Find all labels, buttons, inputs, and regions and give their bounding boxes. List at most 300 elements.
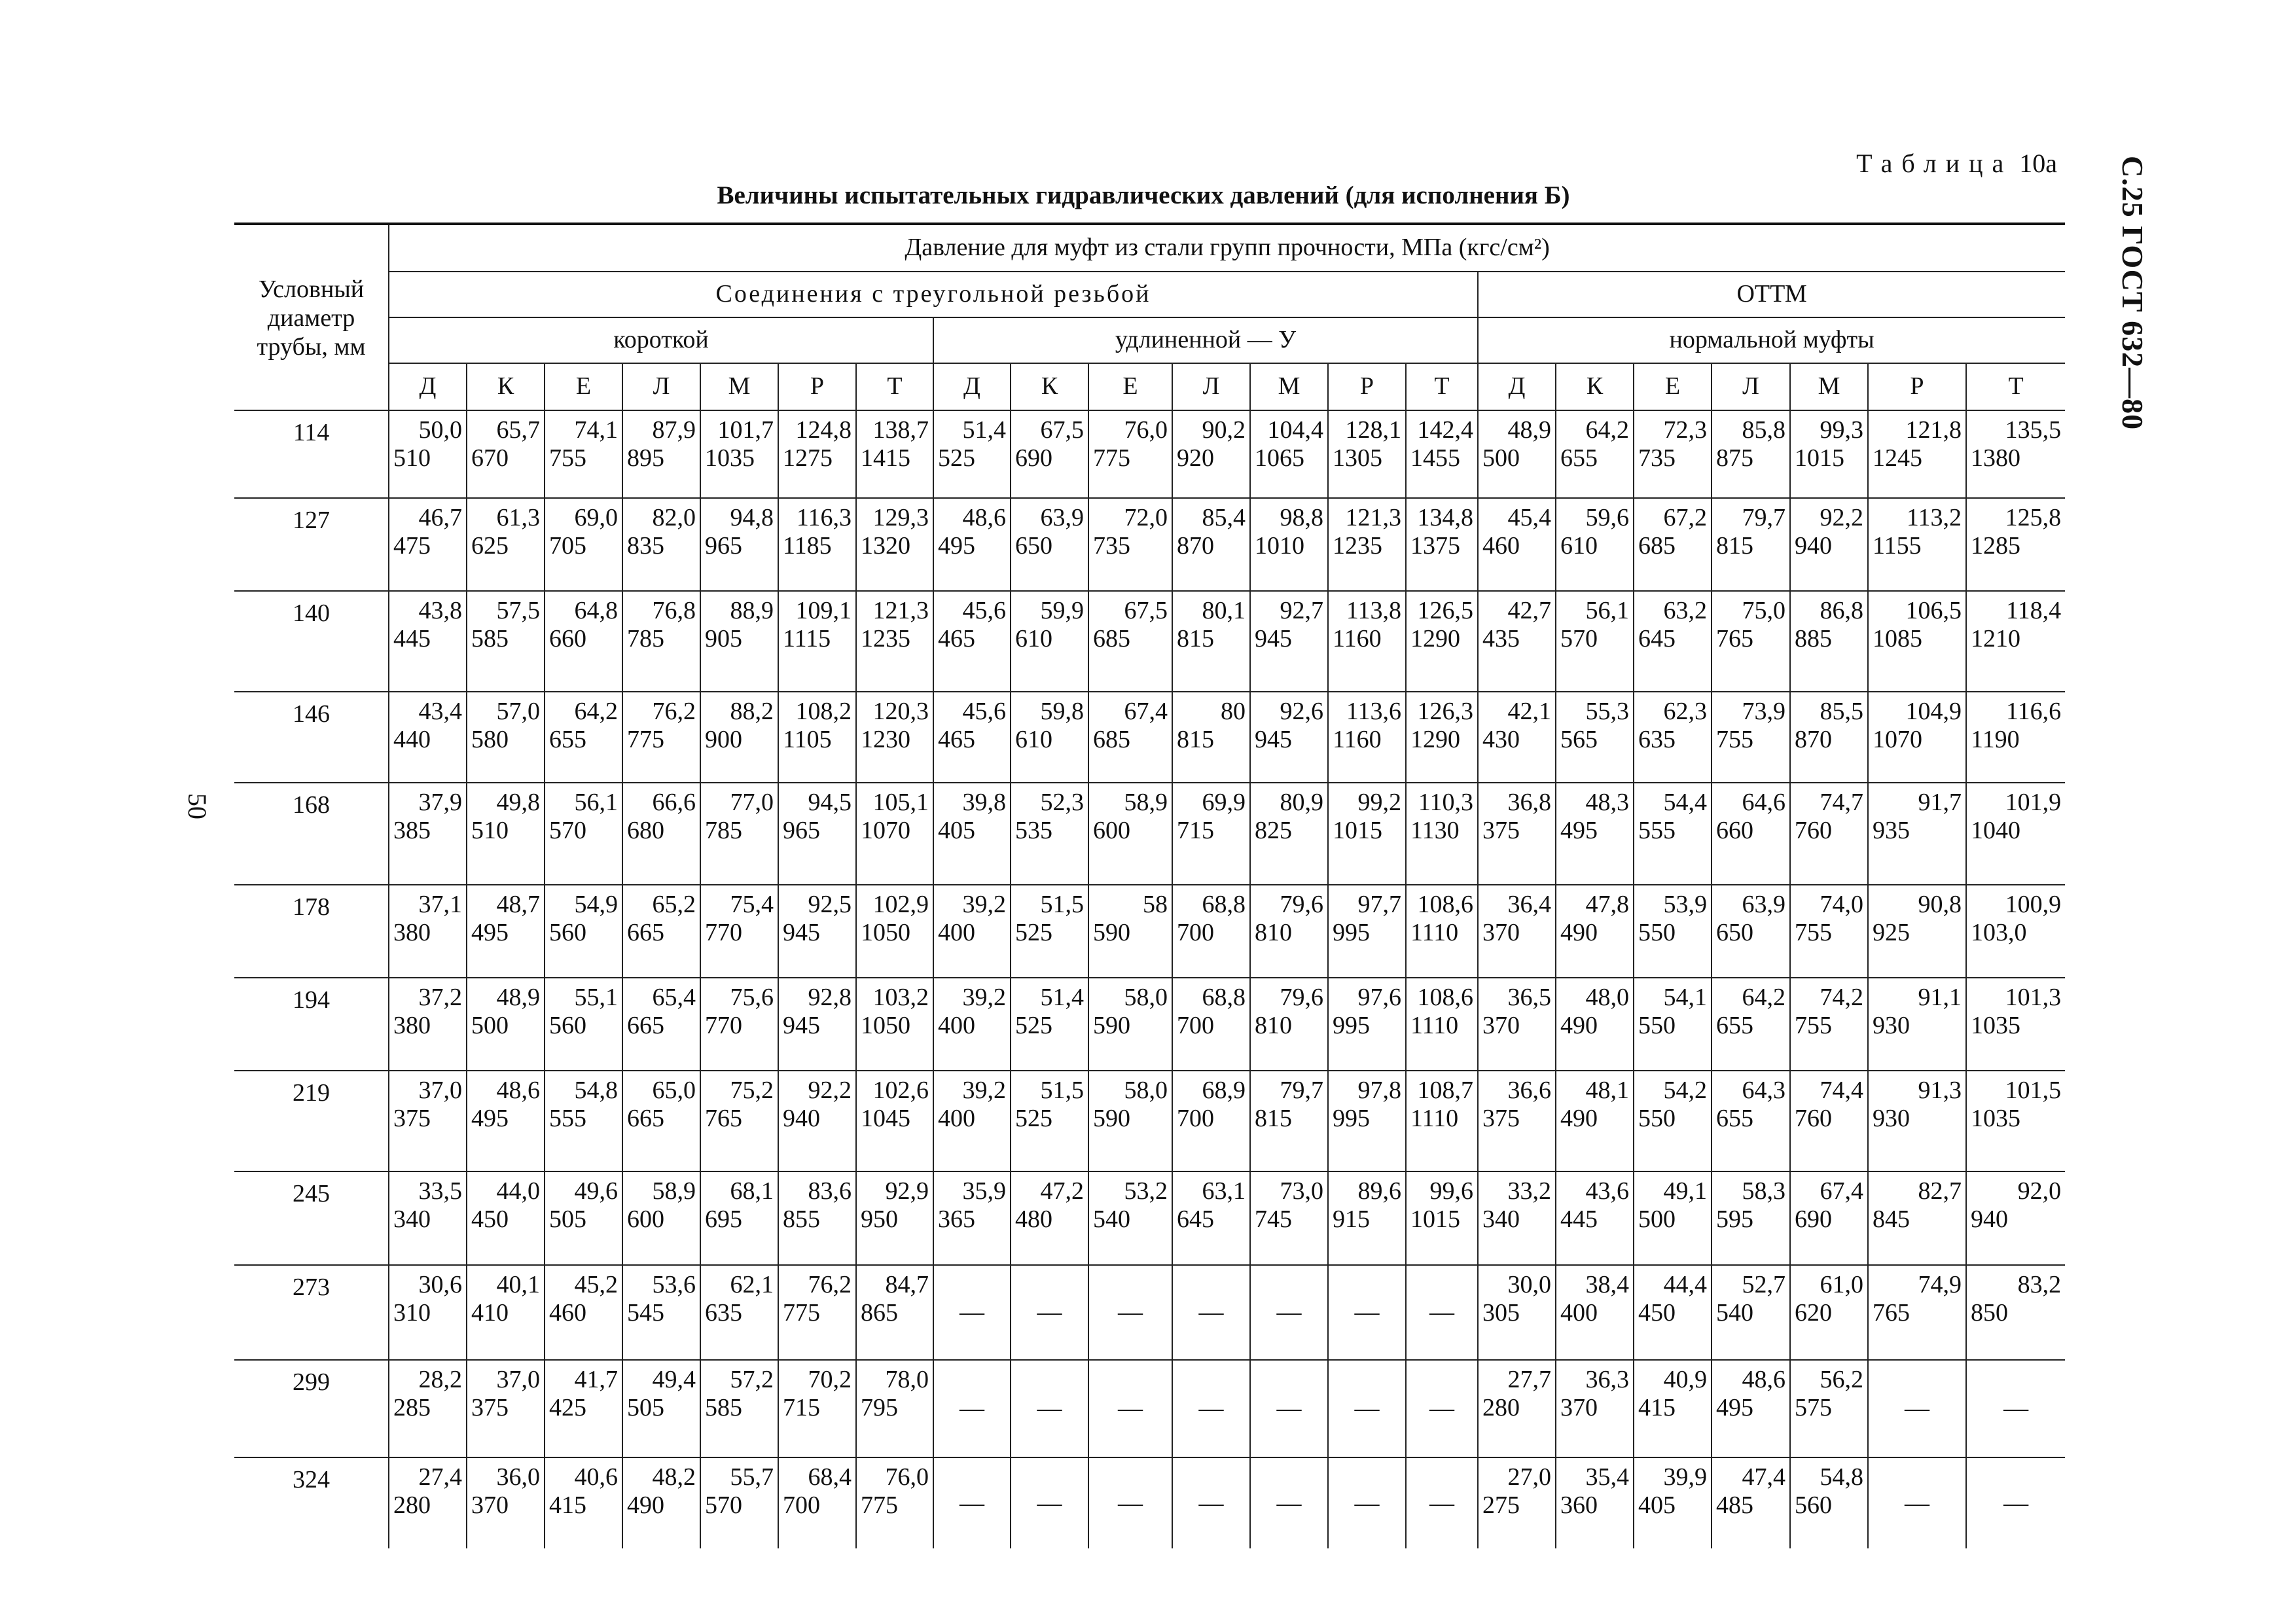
pressure-mpa: 35,9 <box>962 1177 1006 1205</box>
pressure-mpa: 48,7 <box>496 891 540 918</box>
pressure-kgf: 1110 <box>1410 1011 1459 1039</box>
pressure-mpa: 104,4 <box>1267 416 1323 444</box>
pressure-kgf: 715 <box>1177 816 1214 844</box>
pressure-kgf: 1415 <box>861 444 910 472</box>
pressure-mpa: 45,6 <box>962 698 1006 725</box>
pressure-mpa: 44,0 <box>496 1177 540 1205</box>
pressure-cell <box>1250 591 1328 692</box>
pressure-cell <box>467 498 545 591</box>
pressure-cell <box>1712 410 1790 498</box>
pressure-mpa: 128,1 <box>1345 416 1401 444</box>
pressure-kgf: 765 <box>705 1104 742 1132</box>
pressure-mpa: 108,7 <box>1417 1077 1473 1104</box>
pressure-mpa: 59,6 <box>1585 504 1629 531</box>
pressure-mpa: 79,6 <box>1280 891 1323 918</box>
pressure-kgf: 535 <box>1015 816 1052 844</box>
pressure-cell <box>856 692 933 783</box>
pressure-mpa: 54,8 <box>574 1077 618 1104</box>
grade-header-cell: К <box>467 363 545 410</box>
pressure-cell <box>778 591 856 692</box>
pressure-cell <box>1966 978 2065 1071</box>
pressure-mpa: 126,3 <box>1417 698 1473 725</box>
pressure-cell <box>1712 885 1790 978</box>
pressure-mpa: 102,6 <box>872 1077 929 1104</box>
pressure-mpa: 76,0 <box>1124 416 1168 444</box>
pressure-cell <box>1790 1360 1868 1457</box>
empty-dash-cell: — <box>1328 1360 1406 1457</box>
pressure-cell <box>1011 1071 1088 1171</box>
pressure-cell <box>1634 783 1712 885</box>
grade-header-cell: Е <box>1088 363 1172 410</box>
pressure-kgf: 600 <box>627 1205 664 1233</box>
pressure-kgf: 1235 <box>1333 531 1382 560</box>
pressure-mpa: 44,4 <box>1663 1271 1707 1298</box>
pressure-mpa: 101,7 <box>717 416 774 444</box>
pressure-kgf: 705 <box>549 531 586 560</box>
pressure-mpa: 55,1 <box>574 984 618 1011</box>
pressure-mpa: 78,0 <box>885 1366 929 1393</box>
pressure-cell <box>1011 885 1088 978</box>
pressure-mpa: 43,8 <box>418 597 462 624</box>
pressure-cell <box>1088 978 1172 1071</box>
pressure-mpa: 92,2 <box>1820 504 1863 531</box>
pressure-kgf: 425 <box>549 1393 586 1421</box>
empty-dash-cell: — <box>1088 1457 1172 1548</box>
pressure-cell <box>467 885 545 978</box>
pressure-kgf: 1275 <box>783 444 833 472</box>
pressure-mpa: 68,4 <box>808 1463 852 1491</box>
pressure-cell <box>856 591 933 692</box>
pressure-kgf: 590 <box>1093 1104 1130 1132</box>
pressure-kgf: 655 <box>1560 444 1598 472</box>
table-row <box>234 1265 2065 1360</box>
pressure-cell <box>622 1171 700 1265</box>
pressure-kgf: 1210 <box>1971 624 2020 652</box>
pressure-kgf: 870 <box>1177 531 1214 560</box>
pressure-kgf: 665 <box>627 1104 664 1132</box>
pressure-mpa: 53,9 <box>1663 891 1707 918</box>
pressure-kgf: 405 <box>938 816 975 844</box>
pressure-table <box>234 223 2065 1548</box>
pressure-kgf: 525 <box>1015 918 1052 946</box>
pressure-mpa: 36,3 <box>1585 1366 1629 1393</box>
empty-dash-cell: — <box>1011 1265 1088 1360</box>
pressure-kgf: 1015 <box>1795 444 1844 472</box>
pressure-mpa: 73,9 <box>1742 698 1785 725</box>
pressure-kgf: 365 <box>938 1205 975 1233</box>
pressure-cell <box>1790 1071 1868 1171</box>
pressure-mpa: 65,4 <box>652 984 696 1011</box>
pressure-mpa: 91,3 <box>1918 1077 1962 1104</box>
pressure-cell <box>778 1360 856 1457</box>
pressure-kgf: 555 <box>549 1104 586 1132</box>
pressure-cell <box>1556 1071 1634 1171</box>
pressure-kgf: 1070 <box>861 816 910 844</box>
pressure-kgf: 460 <box>549 1298 586 1327</box>
empty-dash-cell: — <box>1250 1265 1328 1360</box>
pressure-cell <box>1250 498 1328 591</box>
pressure-cell <box>1406 410 1478 498</box>
pressure-cell <box>1406 885 1478 978</box>
pressure-kgf: 940 <box>1971 1205 2008 1233</box>
pressure-kgf: 625 <box>471 531 509 560</box>
pressure-mpa: 72,0 <box>1124 504 1168 531</box>
grade-header-cell: Л <box>1712 363 1790 410</box>
pressure-mpa: 39,2 <box>962 1077 1006 1104</box>
pressure-kgf: 495 <box>471 1104 509 1132</box>
pressure-cell <box>1790 410 1868 498</box>
pressure-mpa: 142,4 <box>1417 416 1473 444</box>
pressure-mpa: 68,1 <box>730 1177 774 1205</box>
pressure-mpa: 75,6 <box>730 984 774 1011</box>
pressure-cell <box>1088 498 1172 591</box>
pressure-cell <box>856 1171 933 1265</box>
pressure-mpa: 36,4 <box>1507 891 1551 918</box>
pressure-cell <box>1966 410 2065 498</box>
pressure-mpa: 47,8 <box>1585 891 1629 918</box>
pressure-mpa: 74,7 <box>1820 789 1863 816</box>
pressure-kgf: 340 <box>1482 1205 1520 1233</box>
pressure-cell <box>856 1360 933 1457</box>
pressure-kgf: 700 <box>783 1491 820 1519</box>
grade-header-cell: Л <box>1172 363 1250 410</box>
pressure-mpa: 85,4 <box>1202 504 1246 531</box>
pressure-kgf: 775 <box>627 725 664 753</box>
pressure-mpa: 48,6 <box>962 504 1006 531</box>
pressure-cell <box>933 591 1011 692</box>
pressure-mpa: 94,5 <box>808 789 852 816</box>
pressure-cell <box>1966 591 2065 692</box>
pressure-cell <box>1966 885 2065 978</box>
pressure-kgf: 995 <box>1333 1011 1370 1039</box>
pressure-kgf: 850 <box>1971 1298 2008 1327</box>
empty-dash-cell: — <box>933 1265 1011 1360</box>
table-row <box>234 978 2065 1071</box>
pressure-cell <box>389 1071 467 1171</box>
pressure-cell <box>1250 1171 1328 1265</box>
pressure-kgf: 635 <box>1638 725 1676 753</box>
table-row <box>234 692 2065 783</box>
pressure-cell <box>1868 1265 1966 1360</box>
pressure-mpa: 42,7 <box>1507 597 1551 624</box>
pressure-cell <box>1250 783 1328 885</box>
pressure-kgf: 1045 <box>861 1104 910 1132</box>
empty-dash-cell: — <box>1088 1360 1172 1457</box>
pressure-cell <box>467 978 545 1071</box>
pressure-cell <box>1250 885 1328 978</box>
pressure-mpa: 64,3 <box>1742 1077 1785 1104</box>
pressure-cell <box>1966 498 2065 591</box>
pressure-kgf: 590 <box>1093 1011 1130 1039</box>
pressure-mpa: 69,0 <box>574 504 618 531</box>
pressure-kgf: 370 <box>471 1491 509 1519</box>
diameter-cell: 178 <box>234 885 389 978</box>
pressure-cell <box>856 885 933 978</box>
pressure-mpa: 62,3 <box>1663 698 1707 725</box>
pressure-cell <box>700 1360 778 1457</box>
pressure-cell <box>778 978 856 1071</box>
pressure-kgf: 280 <box>1482 1393 1520 1421</box>
pressure-mpa: 113,6 <box>1346 698 1401 725</box>
empty-dash-cell: — <box>1868 1360 1966 1457</box>
pressure-mpa: 92,5 <box>808 891 852 918</box>
grade-header-cell: Р <box>778 363 856 410</box>
grade-header-cell: К <box>1011 363 1088 410</box>
pressure-kgf: 610 <box>1015 624 1052 652</box>
pressure-kgf: 580 <box>471 725 509 753</box>
pressure-cell <box>1406 591 1478 692</box>
pressure-mpa: 79,6 <box>1280 984 1323 1011</box>
pressure-mpa: 105,1 <box>872 789 929 816</box>
normal-coupling-header: нормальной муфты <box>1478 317 2065 363</box>
pressure-kgf: 770 <box>705 918 742 946</box>
pressure-kgf: 550 <box>1638 1011 1676 1039</box>
pressure-mpa: 92,7 <box>1280 597 1323 624</box>
pressure-kgf: 460 <box>1482 531 1520 560</box>
pressure-mpa: 50,0 <box>418 416 462 444</box>
pressure-cell <box>1406 1171 1478 1265</box>
pressure-cell <box>1328 591 1406 692</box>
pressure-mpa: 92,0 <box>2017 1177 2062 1205</box>
pressure-cell <box>1172 498 1250 591</box>
empty-dash-cell: — <box>1172 1360 1250 1457</box>
pressure-cell <box>1634 885 1712 978</box>
pressure-mpa: 135,5 <box>2005 416 2062 444</box>
pressure-mpa: 84,7 <box>885 1271 929 1298</box>
pressure-mpa: 68,8 <box>1202 984 1246 1011</box>
pressure-cell <box>778 1171 856 1265</box>
pressure-kgf: 900 <box>705 725 742 753</box>
pressure-cell <box>856 783 933 885</box>
pressure-kgf: 510 <box>393 444 431 472</box>
pressure-cell <box>1712 498 1790 591</box>
pressure-kgf: 815 <box>1177 624 1214 652</box>
pressure-cell <box>700 591 778 692</box>
pressure-cell <box>1172 783 1250 885</box>
pressure-kgf: 1230 <box>861 725 910 753</box>
pressure-mpa: 74,0 <box>1820 891 1863 918</box>
pressure-cell <box>1172 591 1250 692</box>
pressure-mpa: 63,9 <box>1040 504 1084 531</box>
pressure-mpa: 48,3 <box>1585 789 1629 816</box>
pressure-mpa: 88,2 <box>730 698 774 725</box>
pressure-mpa: 36,6 <box>1507 1077 1551 1104</box>
pressure-mpa: 51,4 <box>1040 984 1084 1011</box>
pressure-kgf: 285 <box>393 1393 431 1421</box>
pressure-mpa: 63,9 <box>1742 891 1785 918</box>
pressure-kgf: 745 <box>1255 1205 1292 1233</box>
diameter-cell: 273 <box>234 1265 389 1360</box>
pressure-mpa: 74,9 <box>1918 1271 1962 1298</box>
empty-dash-cell: — <box>1172 1265 1250 1360</box>
pressure-cell <box>1328 1171 1406 1265</box>
pressure-cell <box>1868 1071 1966 1171</box>
pressure-kgf: 305 <box>1482 1298 1520 1327</box>
pressure-mpa: 51,5 <box>1040 1077 1084 1104</box>
diameter-cell: 168 <box>234 783 389 885</box>
pressure-kgf: 450 <box>1638 1298 1676 1327</box>
pressure-kgf: 770 <box>705 1011 742 1039</box>
pressure-kgf: 565 <box>1560 725 1598 753</box>
pressure-mpa: 64,6 <box>1742 789 1785 816</box>
pressure-cell <box>622 1360 700 1457</box>
pressure-kgf: 945 <box>1255 725 1292 753</box>
pressure-kgf: 760 <box>1795 816 1832 844</box>
grade-header-cell: Т <box>856 363 933 410</box>
pressure-mpa: 67,4 <box>1124 698 1168 725</box>
pressure-mpa: 39,2 <box>962 891 1006 918</box>
pressure-kgf: 340 <box>393 1205 431 1233</box>
pressure-cell <box>933 885 1011 978</box>
pressure-cell <box>1088 1171 1172 1265</box>
pressure-cell <box>700 1457 778 1548</box>
pressure-mpa: 76,2 <box>808 1271 852 1298</box>
pressure-cell <box>467 1457 545 1548</box>
pressure-mpa: 37,0 <box>496 1366 540 1393</box>
pressure-mpa: 37,0 <box>418 1077 462 1104</box>
pressure-mpa: 80,9 <box>1280 789 1323 816</box>
pressure-mpa: 40,1 <box>496 1271 540 1298</box>
pressure-cell <box>1790 692 1868 783</box>
pressure-kgf: 410 <box>471 1298 509 1327</box>
pressure-kgf: 620 <box>1795 1298 1832 1327</box>
pressure-kgf: 490 <box>1560 918 1598 946</box>
pressure-cell <box>1790 1171 1868 1265</box>
pressure-mpa: 48,6 <box>496 1077 540 1104</box>
pressure-kgf: 885 <box>1795 624 1832 652</box>
pressure-mpa: 87,9 <box>652 416 696 444</box>
pressure-mpa: 56,1 <box>1585 597 1629 624</box>
pressure-cell <box>545 783 622 885</box>
pressure-mpa: 101,5 <box>2005 1077 2062 1104</box>
pressure-cell <box>467 1265 545 1360</box>
table-row <box>234 1360 2065 1457</box>
pressure-cell <box>389 1171 467 1265</box>
pressure-cell <box>1478 783 1556 885</box>
empty-dash-cell: — <box>1328 1457 1406 1548</box>
pressure-kgf: 275 <box>1482 1491 1520 1519</box>
pressure-kgf: 445 <box>1560 1205 1598 1233</box>
pressure-mpa: 116,6 <box>2006 698 2062 725</box>
pressure-kgf: 1455 <box>1410 444 1460 472</box>
pressure-cell <box>700 885 778 978</box>
pressure-mpa: 54,1 <box>1663 984 1707 1011</box>
pressure-kgf: 510 <box>471 816 509 844</box>
pressure-kgf: 660 <box>1716 816 1753 844</box>
pressure-mpa: 109,1 <box>795 597 852 624</box>
empty-dash-cell: — <box>1172 1457 1250 1548</box>
pressure-cell <box>1406 978 1478 1071</box>
empty-dash-cell: — <box>1406 1457 1478 1548</box>
pressure-cell <box>1634 591 1712 692</box>
pressure-mpa: 82,7 <box>1918 1177 1962 1205</box>
pressure-cell <box>1478 885 1556 978</box>
pressure-kgf: 525 <box>1015 1011 1052 1039</box>
pressure-mpa: 91,1 <box>1918 984 1962 1011</box>
pressure-cell <box>1088 885 1172 978</box>
grade-header-cell: М <box>1250 363 1328 410</box>
pressure-mpa: 64,2 <box>574 698 618 725</box>
pressure-kgf: 450 <box>471 1205 509 1233</box>
pressure-mpa: 99,6 <box>1429 1177 1473 1205</box>
pressure-kgf: 1245 <box>1873 444 1922 472</box>
pressure-kgf: 940 <box>1795 531 1832 560</box>
pressure-mpa: 54,9 <box>574 891 618 918</box>
pressure-mpa: 67,5 <box>1040 416 1084 444</box>
pressure-kgf: 1050 <box>861 918 910 946</box>
pressure-mpa: 45,4 <box>1507 504 1551 531</box>
pressure-cell <box>545 591 622 692</box>
pressure-kgf: 1160 <box>1333 624 1382 652</box>
pressure-kgf: 490 <box>1560 1104 1598 1132</box>
pressure-cell <box>933 1071 1011 1171</box>
grade-header-cell: Р <box>1868 363 1966 410</box>
pressure-kgf: 485 <box>1716 1491 1753 1519</box>
pressure-kgf: 595 <box>1716 1205 1753 1233</box>
grade-header-cell: К <box>1556 363 1634 410</box>
pressure-kgf: 560 <box>1795 1491 1832 1519</box>
pressure-kgf: 370 <box>1482 918 1520 946</box>
pressure-kgf: 690 <box>1795 1205 1832 1233</box>
pressure-mpa: 74,1 <box>574 416 618 444</box>
pressure-cell <box>1712 1457 1790 1548</box>
pressure-cell <box>389 692 467 783</box>
grade-header-cell: Д <box>389 363 467 410</box>
pressure-kgf: 380 <box>393 1011 431 1039</box>
pressure-kgf: 810 <box>1255 1011 1292 1039</box>
table-body <box>234 410 2065 1548</box>
pressure-kgf: 870 <box>1795 725 1832 753</box>
pressure-kgf: 925 <box>1873 918 1910 946</box>
pressure-kgf: 490 <box>627 1491 664 1519</box>
pressure-kgf: 545 <box>627 1298 664 1327</box>
pressure-mpa: 54,2 <box>1663 1077 1707 1104</box>
pressure-kgf: 755 <box>1795 918 1832 946</box>
pressure-cell <box>389 885 467 978</box>
pressure-mpa: 49,8 <box>496 789 540 816</box>
pressure-kgf: 435 <box>1482 624 1520 652</box>
pressure-kgf: 560 <box>549 1011 586 1039</box>
pressure-cell <box>778 885 856 978</box>
empty-dash-cell: — <box>1088 1265 1172 1360</box>
pressure-kgf: 895 <box>627 444 664 472</box>
pressure-kgf: 700 <box>1177 1011 1214 1039</box>
pressure-cell <box>1011 978 1088 1071</box>
pressure-kgf: 1015 <box>1333 816 1382 844</box>
pressure-kgf: 400 <box>1560 1298 1598 1327</box>
pressure-cell <box>700 1071 778 1171</box>
pressure-cell <box>1250 978 1328 1071</box>
pressure-mpa: 79,7 <box>1280 1077 1323 1104</box>
table-row <box>234 1071 2065 1171</box>
pressure-cell <box>1790 591 1868 692</box>
pressure-mpa: 66,6 <box>652 789 696 816</box>
pressure-cell <box>389 1457 467 1548</box>
pressure-kgf: 755 <box>1716 725 1753 753</box>
pressure-mpa: 97,7 <box>1357 891 1401 918</box>
pressure-mpa: 75,4 <box>730 891 774 918</box>
pressure-cell <box>1966 1265 2065 1360</box>
pressure-kgf: 665 <box>627 1011 664 1039</box>
pressure-kgf: 935 <box>1873 816 1910 844</box>
pressure-cell <box>545 1071 622 1171</box>
pressure-cell <box>1011 783 1088 885</box>
pressure-kgf: 490 <box>1560 1011 1598 1039</box>
pressure-mpa: 63,2 <box>1663 597 1707 624</box>
pressure-cell <box>1088 410 1172 498</box>
pressure-kgf: 280 <box>393 1491 431 1519</box>
pressure-cell <box>1556 1171 1634 1265</box>
